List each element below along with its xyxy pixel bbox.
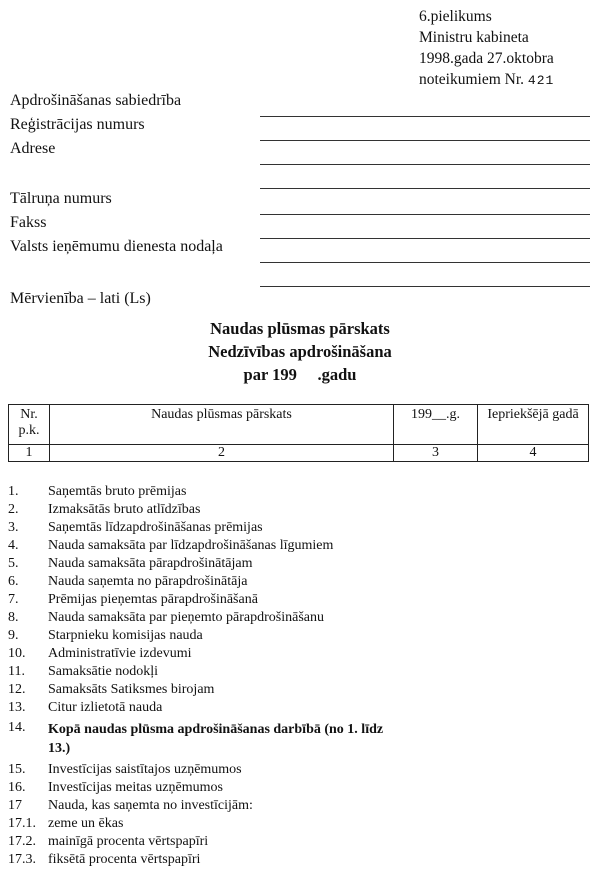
annex-note xyxy=(419,6,554,91)
row-number: 2. xyxy=(8,502,19,517)
header-col-number-line-1: Nr. xyxy=(20,407,38,422)
col-index-1: 1 xyxy=(9,445,50,462)
row-text: Investīcijas saistītajos uzņēmumos xyxy=(48,762,242,777)
title-line-1: Naudas plūsmas pārskats xyxy=(210,319,390,338)
row-number: 17 xyxy=(8,798,22,813)
unit-of-measure: Mērvienība – lati (Ls) xyxy=(10,290,151,307)
annex-line-3: 1998.gada 27.oktobra xyxy=(419,50,554,67)
report-table-header xyxy=(8,404,589,462)
annex-line-1: 6.pielikums xyxy=(419,8,492,25)
row-number: 17.3. xyxy=(8,852,36,867)
field-line-fax[interactable] xyxy=(260,238,590,239)
field-label-reg-number: Reģistrācijas numurs xyxy=(10,116,145,133)
header-col-description: Naudas plūsmas pārskats xyxy=(50,405,394,445)
header-col-number xyxy=(9,405,50,445)
row-text: Kopā naudas plūsma apdrošināšanas darbībā (no 1. līdz 13.) xyxy=(48,722,384,756)
row-text: zeme un ēkas xyxy=(48,816,124,831)
field-line-tax-office-2[interactable] xyxy=(260,286,590,287)
annex-line-4 xyxy=(419,69,554,91)
row-number: 12. xyxy=(8,682,26,697)
row-text: Nauda samaksāta pārapdrošinātājam xyxy=(48,556,253,571)
row-text: Administratīvie izdevumi xyxy=(48,646,192,661)
row-number: 8. xyxy=(8,610,19,625)
field-line-phone[interactable] xyxy=(260,214,590,215)
row-text: Samaksāts Satiksmes birojam xyxy=(48,682,215,697)
row-text: Saņemtās līdzapdrošināšanas prēmijas xyxy=(48,520,263,535)
title-line-3: par 199 .gadu xyxy=(243,365,357,384)
row-number: 14. xyxy=(8,720,26,735)
row-text: Samaksātie nodokļi xyxy=(48,664,159,679)
field-line-company[interactable] xyxy=(260,116,590,117)
row-text: Nauda, kas saņemta no investīcijām: xyxy=(48,798,253,813)
row-text: Starpnieku komisijas nauda xyxy=(48,628,203,643)
row-text: Nauda saņemta no pārapdrošinātāja xyxy=(48,574,248,589)
row-text: Nauda samaksāta par līdzapdrošināšanas līgumiem xyxy=(48,538,334,553)
row-number: 17.2. xyxy=(8,834,36,849)
row-number: 4. xyxy=(8,538,19,553)
row-text: Nauda samaksāta par pieņemto pārapdrošināšanu xyxy=(48,610,325,625)
annex-line-4-text: noteikumiem Nr. xyxy=(419,71,525,88)
field-line-address-2[interactable] xyxy=(260,188,590,189)
annex-line-2: Ministru kabineta xyxy=(419,29,529,46)
row-text: Izmaksātās bruto atlīdzības xyxy=(48,502,201,517)
header-col-previous-year: Iepriekšējā gadā xyxy=(478,405,589,445)
row-number: 11. xyxy=(8,664,25,679)
field-label-phone: Tālruņa numurs xyxy=(10,190,112,207)
title-line-2: Nedzīvības apdrošināšana xyxy=(208,342,392,361)
row-number: 3. xyxy=(8,520,19,535)
col-index-4: 4 xyxy=(478,445,589,462)
row-number: 17.1. xyxy=(8,816,36,831)
field-label-company: Apdrošināšanas sabiedrība xyxy=(10,92,182,109)
field-label-fax: Fakss xyxy=(10,214,47,231)
row-number: 15. xyxy=(8,762,26,777)
row-text: Prēmijas pieņemtas pārapdrošināšanā xyxy=(48,592,258,607)
row-number: 13. xyxy=(8,700,26,715)
row-number: 9. xyxy=(8,628,19,643)
field-line-reg-number[interactable] xyxy=(260,140,590,141)
row-number: 10. xyxy=(8,646,26,661)
col-index-2: 2 xyxy=(50,445,394,462)
header-col-number-line-2: p.k. xyxy=(18,423,40,438)
row-text: Saņemtās bruto prēmijas xyxy=(48,484,187,499)
row-text: Investīcijas meitas uzņēmumos xyxy=(48,780,223,795)
report-title xyxy=(0,317,600,386)
row-number: 7. xyxy=(8,592,19,607)
field-label-tax-office: Valsts ieņēmumu dienesta nodaļa xyxy=(10,238,223,255)
row-number: 6. xyxy=(8,574,19,589)
field-label-address: Adrese xyxy=(10,140,56,157)
col-index-3: 3 xyxy=(394,445,478,462)
row-number: 16. xyxy=(8,780,26,795)
field-line-address[interactable] xyxy=(260,164,590,165)
row-text: mainīgā procenta vērtspapīri xyxy=(48,834,209,849)
header-col-current-year: 199__.g. xyxy=(394,405,478,445)
regulation-number: 421 xyxy=(527,73,555,88)
row-text: fiksētā procenta vērtspapīri xyxy=(48,852,201,867)
row-number: 1. xyxy=(8,484,19,499)
row-number: 5. xyxy=(8,556,19,571)
row-text: Citur izlietotā nauda xyxy=(48,700,163,715)
field-line-tax-office[interactable] xyxy=(260,262,590,263)
